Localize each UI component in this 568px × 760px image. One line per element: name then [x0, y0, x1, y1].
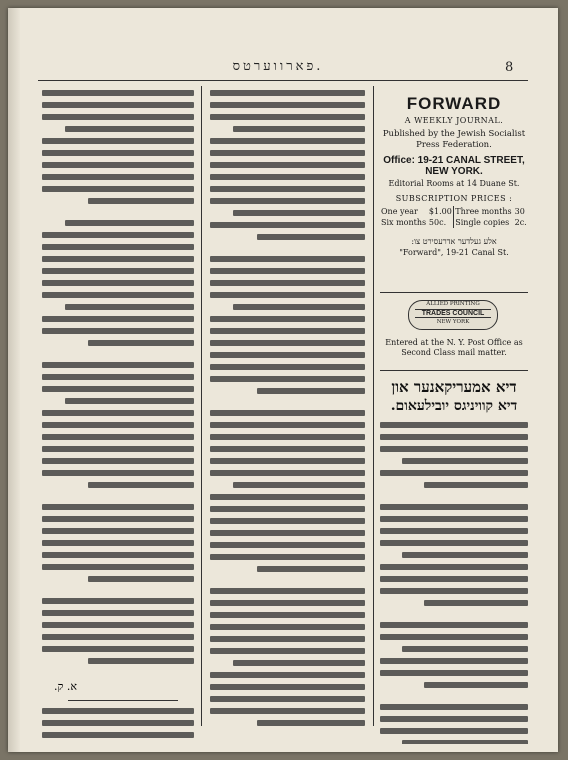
text-line	[42, 292, 194, 298]
text-line	[42, 162, 194, 168]
binding-edge	[8, 8, 20, 752]
text-line	[42, 504, 194, 510]
text-line	[210, 340, 365, 346]
text-line	[402, 740, 528, 744]
text-line	[210, 530, 365, 536]
text-line	[402, 646, 528, 652]
price-term: Six months	[381, 218, 427, 227]
paragraph-break	[380, 694, 528, 704]
text-line	[42, 564, 194, 570]
text-line	[210, 174, 365, 180]
union-label-top: ALLIED PRINTING	[426, 301, 480, 307]
text-line	[380, 704, 528, 710]
post-office-entry-note: Entered at the N. Y. Post Office as Second Class mail matter.	[385, 338, 523, 357]
entry-rule	[380, 370, 528, 371]
text-line	[210, 434, 365, 440]
text-line	[380, 470, 528, 476]
text-line	[88, 658, 194, 664]
newspaper-page	[8, 8, 558, 752]
text-line	[210, 316, 365, 322]
paragraph-break	[210, 732, 365, 740]
headline-line-1: דיא אמעריקאנער און	[391, 378, 517, 396]
masthead-subtitle: A WEEKLY JOURNAL.	[404, 116, 504, 125]
text-line	[42, 598, 194, 604]
author-signature: א. ק.	[54, 680, 77, 693]
text-line	[210, 446, 365, 452]
text-line	[380, 588, 528, 594]
text-line	[210, 352, 365, 358]
text-line	[42, 434, 194, 440]
text-line	[257, 234, 366, 240]
text-line	[210, 494, 365, 500]
text-line	[42, 174, 194, 180]
text-line	[42, 634, 194, 640]
masthead-office: Office: 19-21 CANAL STREET, NEW YORK.	[383, 155, 525, 177]
price-row	[380, 206, 528, 217]
text-line	[233, 126, 365, 132]
text-line	[380, 422, 528, 428]
text-line	[233, 482, 365, 488]
text-line	[65, 220, 194, 226]
masthead-editorial: Editorial Rooms at 14 Duane St.	[388, 179, 520, 188]
masthead-publisher: Published by the Jewish Socialist Press Federation.	[382, 129, 526, 150]
text-line	[402, 552, 528, 558]
text-line	[210, 600, 365, 606]
running-header-title: פארווערטס.	[232, 59, 324, 74]
text-line	[42, 280, 194, 286]
price-value: 50c.	[428, 218, 447, 227]
text-line	[380, 634, 528, 640]
address-notice	[380, 236, 528, 258]
column-divider-right	[373, 86, 374, 726]
text-line	[210, 672, 365, 678]
text-line	[210, 684, 365, 690]
text-line	[233, 660, 365, 666]
text-line	[380, 434, 528, 440]
paragraph-break	[380, 494, 528, 504]
text-line	[210, 518, 365, 524]
text-line	[210, 138, 365, 144]
union-label-seal	[408, 300, 498, 330]
text-line	[42, 386, 194, 392]
text-line	[380, 670, 528, 676]
text-line	[424, 600, 528, 606]
subscription-heading: SUBSCRIPTION PRICES :	[395, 194, 513, 203]
text-line	[257, 566, 366, 572]
text-line	[380, 528, 528, 534]
union-label-bottom: NEW YORK	[436, 319, 470, 325]
text-line	[210, 588, 365, 594]
text-line	[42, 516, 194, 522]
text-line	[42, 256, 194, 262]
text-line	[210, 422, 365, 428]
article-column-left	[42, 90, 194, 670]
text-line	[210, 268, 365, 274]
text-line	[210, 102, 365, 108]
price-value: 30	[514, 207, 525, 216]
paragraph-break	[42, 210, 194, 220]
masthead-rule	[380, 292, 528, 293]
text-line	[42, 268, 194, 274]
text-line	[42, 114, 194, 120]
text-line	[65, 126, 194, 132]
paragraph-break	[210, 578, 365, 588]
text-line	[210, 292, 365, 298]
paragraph-break	[42, 588, 194, 598]
text-line	[42, 316, 194, 322]
text-line	[42, 646, 194, 652]
page-number: 8	[505, 60, 514, 75]
text-line	[257, 720, 366, 726]
price-term: Single copies	[454, 217, 514, 228]
text-line	[424, 482, 528, 488]
text-line	[210, 186, 365, 192]
text-line	[380, 716, 528, 722]
text-line	[42, 362, 194, 368]
text-line	[65, 304, 194, 310]
text-line	[42, 374, 194, 380]
text-line	[65, 398, 194, 404]
masthead	[380, 94, 528, 258]
price-value: $1.00	[428, 207, 452, 216]
text-line	[380, 504, 528, 510]
text-line	[210, 198, 365, 204]
text-line	[210, 542, 365, 548]
text-line	[380, 576, 528, 582]
text-line	[380, 622, 528, 628]
text-line	[210, 624, 365, 630]
text-line	[42, 422, 194, 428]
text-line	[42, 328, 194, 334]
paragraph-break	[42, 494, 194, 504]
text-line	[402, 458, 528, 464]
text-line	[42, 552, 194, 558]
text-line	[42, 540, 194, 546]
text-line	[210, 696, 365, 702]
text-line	[380, 728, 528, 734]
text-line	[88, 482, 194, 488]
text-line	[210, 150, 365, 156]
price-row	[380, 217, 528, 228]
text-line	[42, 102, 194, 108]
column-divider-left	[201, 86, 202, 726]
text-line	[42, 150, 194, 156]
text-line	[210, 470, 365, 476]
text-line	[210, 222, 365, 228]
text-line	[88, 198, 194, 204]
text-line	[257, 388, 366, 394]
text-line	[210, 280, 365, 286]
subscription-prices-table	[380, 206, 528, 228]
text-line	[42, 138, 194, 144]
text-line	[42, 186, 194, 192]
footnote-text	[42, 708, 194, 748]
address-notice-yiddish: אלע געלדער אדרעסירט צו:	[411, 237, 497, 246]
price-value: 2c.	[514, 218, 527, 227]
text-line	[88, 340, 194, 346]
text-line	[42, 528, 194, 534]
union-label-middle: TRADES COUNCIL	[415, 309, 491, 318]
text-line	[42, 610, 194, 616]
article-column-middle	[210, 90, 365, 740]
text-line	[88, 576, 194, 582]
article-headline	[380, 378, 528, 415]
text-line	[233, 210, 365, 216]
text-line	[42, 232, 194, 238]
text-line	[42, 446, 194, 452]
price-term: Three months	[455, 207, 512, 216]
text-line	[42, 90, 194, 96]
text-line	[210, 114, 365, 120]
text-line	[210, 364, 365, 370]
text-line	[424, 682, 528, 688]
masthead-title: FORWARD	[406, 94, 502, 113]
text-line	[380, 564, 528, 570]
headline-line-2: דיא קוויניגס יובילעאום.	[390, 398, 518, 414]
text-line	[210, 612, 365, 618]
text-line	[42, 622, 194, 628]
paragraph-break	[210, 400, 365, 410]
text-line	[210, 410, 365, 416]
text-line	[210, 458, 365, 464]
text-line	[380, 516, 528, 522]
text-line	[42, 708, 194, 714]
text-line	[380, 446, 528, 452]
paragraph-break	[380, 612, 528, 622]
text-line	[380, 658, 528, 664]
text-line	[42, 470, 194, 476]
price-term: One year	[381, 207, 418, 216]
paragraph-break	[42, 352, 194, 362]
text-line	[210, 256, 365, 262]
text-line	[210, 636, 365, 642]
text-line	[233, 304, 365, 310]
text-line	[210, 162, 365, 168]
text-line	[42, 244, 194, 250]
text-line	[210, 648, 365, 654]
text-line	[42, 720, 194, 726]
text-line	[210, 506, 365, 512]
address-line: "Forward", 19-21 Canal St.	[399, 248, 509, 257]
text-line	[42, 732, 194, 738]
text-line	[42, 410, 194, 416]
text-line	[210, 328, 365, 334]
text-line	[210, 90, 365, 96]
footnote-rule	[68, 700, 178, 701]
header-rule	[38, 80, 528, 81]
text-line	[380, 540, 528, 546]
text-line	[210, 708, 365, 714]
article-column-right	[380, 422, 528, 744]
text-line	[42, 458, 194, 464]
text-line	[210, 376, 365, 382]
text-line	[210, 554, 365, 560]
paragraph-break	[210, 246, 365, 256]
